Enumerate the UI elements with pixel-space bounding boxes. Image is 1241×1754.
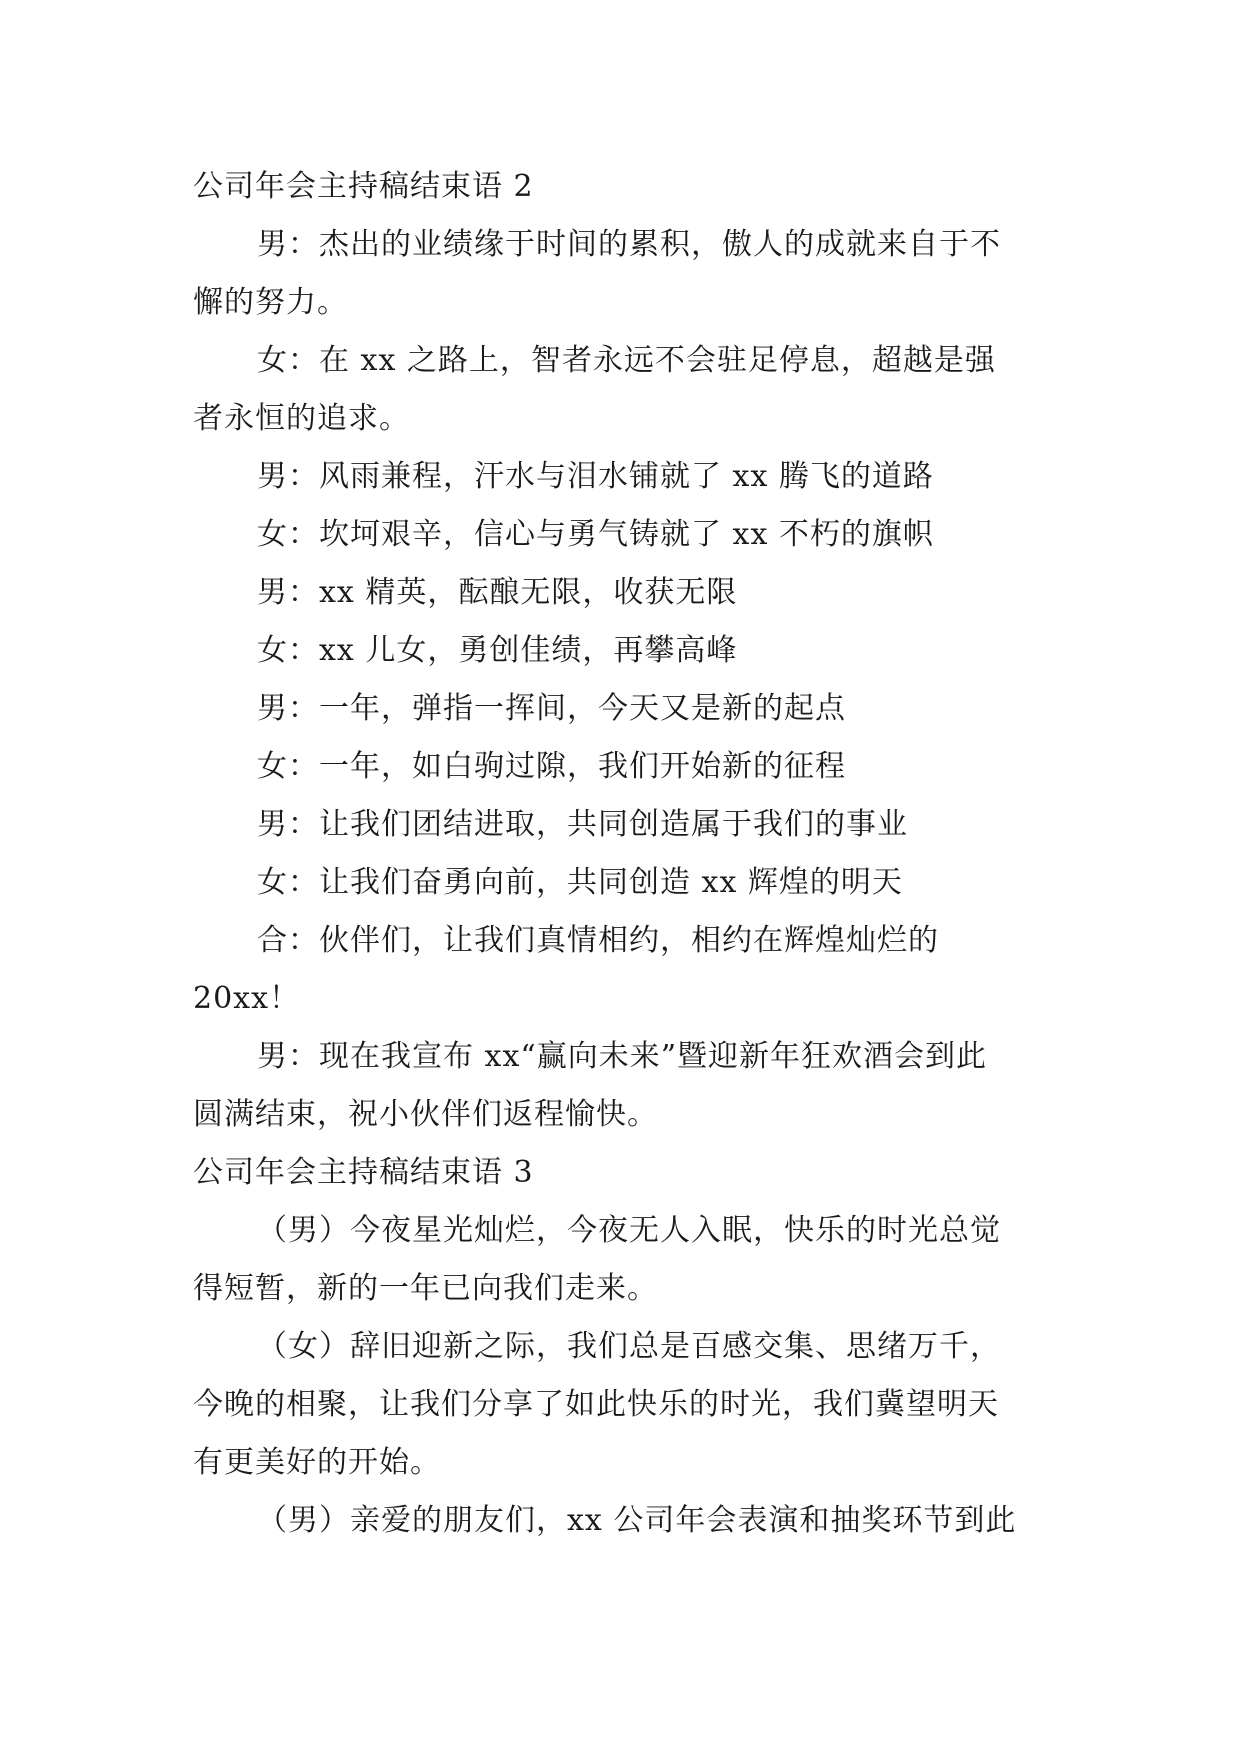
paragraph-line: 男：现在我宣布 xx“赢向未来”暨迎新年狂欢酒会到此 [257, 1039, 988, 1074]
paragraph-line: 合：伙伴们，让我们真情相约，相约在辉煌灿烂的 [257, 923, 939, 958]
paragraph-line: 男：一年，弹指一挥间，今天又是新的起点 [257, 691, 846, 726]
paragraph-line: 女：让我们奋勇向前，共同创造 xx 辉煌的明天 [257, 865, 903, 900]
paragraph-line: （男）亲爱的朋友们，xx 公司年会表演和抽奖环节到此 [257, 1503, 1017, 1538]
paragraph-line: 女：一年，如白驹过隙，我们开始新的征程 [257, 749, 846, 784]
section-heading-3: 公司年会主持稿结束语 3 [193, 1155, 534, 1190]
paragraph-line: 女：在 xx 之路上，智者永远不会驻足停息，超越是强 [257, 343, 996, 378]
paragraph-line: （女）辞旧迎新之际，我们总是百感交集、思绪万千， [257, 1329, 1001, 1364]
paragraph-line: （男）今夜星光灿烂，今夜无人入眠，快乐的时光总觉 [257, 1213, 1001, 1248]
paragraph-line: 男：杰出的业绩缘于时间的累积，傲人的成就来自于不 [257, 227, 1001, 262]
paragraph-line: 懈的努力。 [193, 285, 348, 320]
paragraph-line: 今晚的相聚，让我们分享了如此快乐的时光，我们冀望明天 [193, 1387, 999, 1422]
paragraph-line: 20xx！ [193, 981, 301, 1016]
paragraph-line: 有更美好的开始。 [193, 1445, 441, 1480]
section-heading-2: 公司年会主持稿结束语 2 [193, 169, 534, 204]
paragraph-line: 者永恒的追求。 [193, 401, 410, 436]
paragraph-line: 得短暂，新的一年已向我们走来。 [193, 1271, 658, 1306]
paragraph-line: 圆满结束，祝小伙伴们返程愉快。 [193, 1097, 658, 1132]
document-body [193, 158, 1053, 1550]
paragraph-line: 女：xx 儿女，勇创佳绩，再攀高峰 [257, 633, 738, 668]
paragraph-line: 男：xx 精英，酝酿无限，收获无限 [257, 575, 738, 610]
paragraph-line: 男：风雨兼程，汗水与泪水铺就了 xx 腾飞的道路 [257, 459, 934, 494]
paragraph-line: 男：让我们团结进取，共同创造属于我们的事业 [257, 807, 908, 842]
paragraph-line: 女：坎坷艰辛，信心与勇气铸就了 xx 不朽的旗帜 [257, 517, 934, 552]
